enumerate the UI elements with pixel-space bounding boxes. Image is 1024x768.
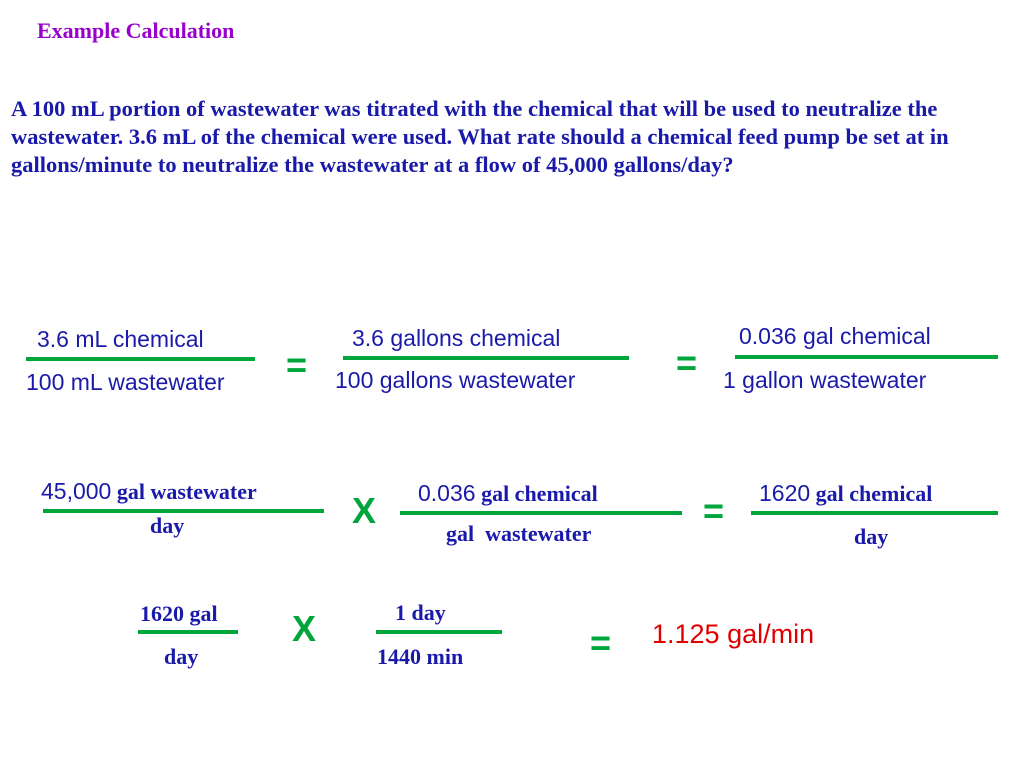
row2-fraction2-numerator-value: 0.036 — [418, 480, 476, 506]
row2-fraction2-numerator — [418, 480, 598, 507]
row3-fraction2-bar — [376, 630, 502, 634]
row2-fraction3-numerator-unit: gal chemical — [810, 481, 933, 506]
row3-equals: = — [590, 622, 612, 663]
row3-fraction1-numerator: 1620 gal — [140, 601, 218, 626]
row2-fraction1-numerator — [41, 478, 257, 505]
row1-equals-1: = — [286, 344, 308, 385]
problem-statement: A 100 mL portion of wastewater was titrated with the chemical that will be used to neutralize the wastewater. 3.6 mL of the chemical were used. What rate should a chemical feed pump be set at in gallons/minute to neutralize the wastewater at a flow of 45,000 gallons/day? — [11, 96, 949, 177]
row1-fraction3-denominator: 1 gallon wastewater — [723, 367, 927, 393]
row2-fraction3-numerator — [759, 480, 932, 507]
row2-fraction3-denominator: day — [854, 524, 889, 549]
row3-times: X — [292, 608, 317, 649]
row2-fraction1-numerator-value: 45,000 — [41, 478, 112, 504]
final-answer: 1.125 gal/min — [652, 619, 815, 649]
row1-fraction3-bar — [735, 355, 998, 359]
row2-fraction1-denominator: day — [150, 513, 185, 538]
row2-fraction3-bar — [751, 511, 998, 515]
row1-fraction1-bar — [26, 357, 255, 361]
row3-fraction1-denominator: day — [164, 644, 199, 669]
row2-fraction2-bar — [400, 511, 682, 515]
slide-title: Example Calculation — [37, 18, 235, 43]
row2-fraction3-numerator-value: 1620 — [759, 480, 811, 506]
row1-fraction2-numerator: 3.6 gallons chemical — [352, 325, 561, 351]
row2-fraction2-denominator: gal wastewater — [446, 521, 592, 546]
row3-fraction1-bar — [138, 630, 238, 634]
row2-equals: = — [703, 490, 725, 531]
row2-fraction1-numerator-unit: gal wastewater — [111, 479, 257, 504]
row3-fraction2-numerator: 1 day — [395, 600, 446, 625]
row1-fraction2-bar — [343, 356, 629, 360]
row3-fraction2-denominator: 1440 min — [377, 644, 464, 669]
row1-fraction1-denominator: 100 mL wastewater — [26, 369, 225, 395]
row1-fraction3-numerator: 0.036 gal chemical — [739, 323, 931, 349]
row1-equals-2: = — [676, 342, 698, 383]
row1-fraction2-denominator: 100 gallons wastewater — [335, 367, 576, 393]
row2-fraction2-numerator-unit: gal chemical — [475, 481, 598, 506]
row2-times: X — [352, 490, 377, 531]
row1-fraction1-numerator: 3.6 mL chemical — [37, 326, 204, 352]
